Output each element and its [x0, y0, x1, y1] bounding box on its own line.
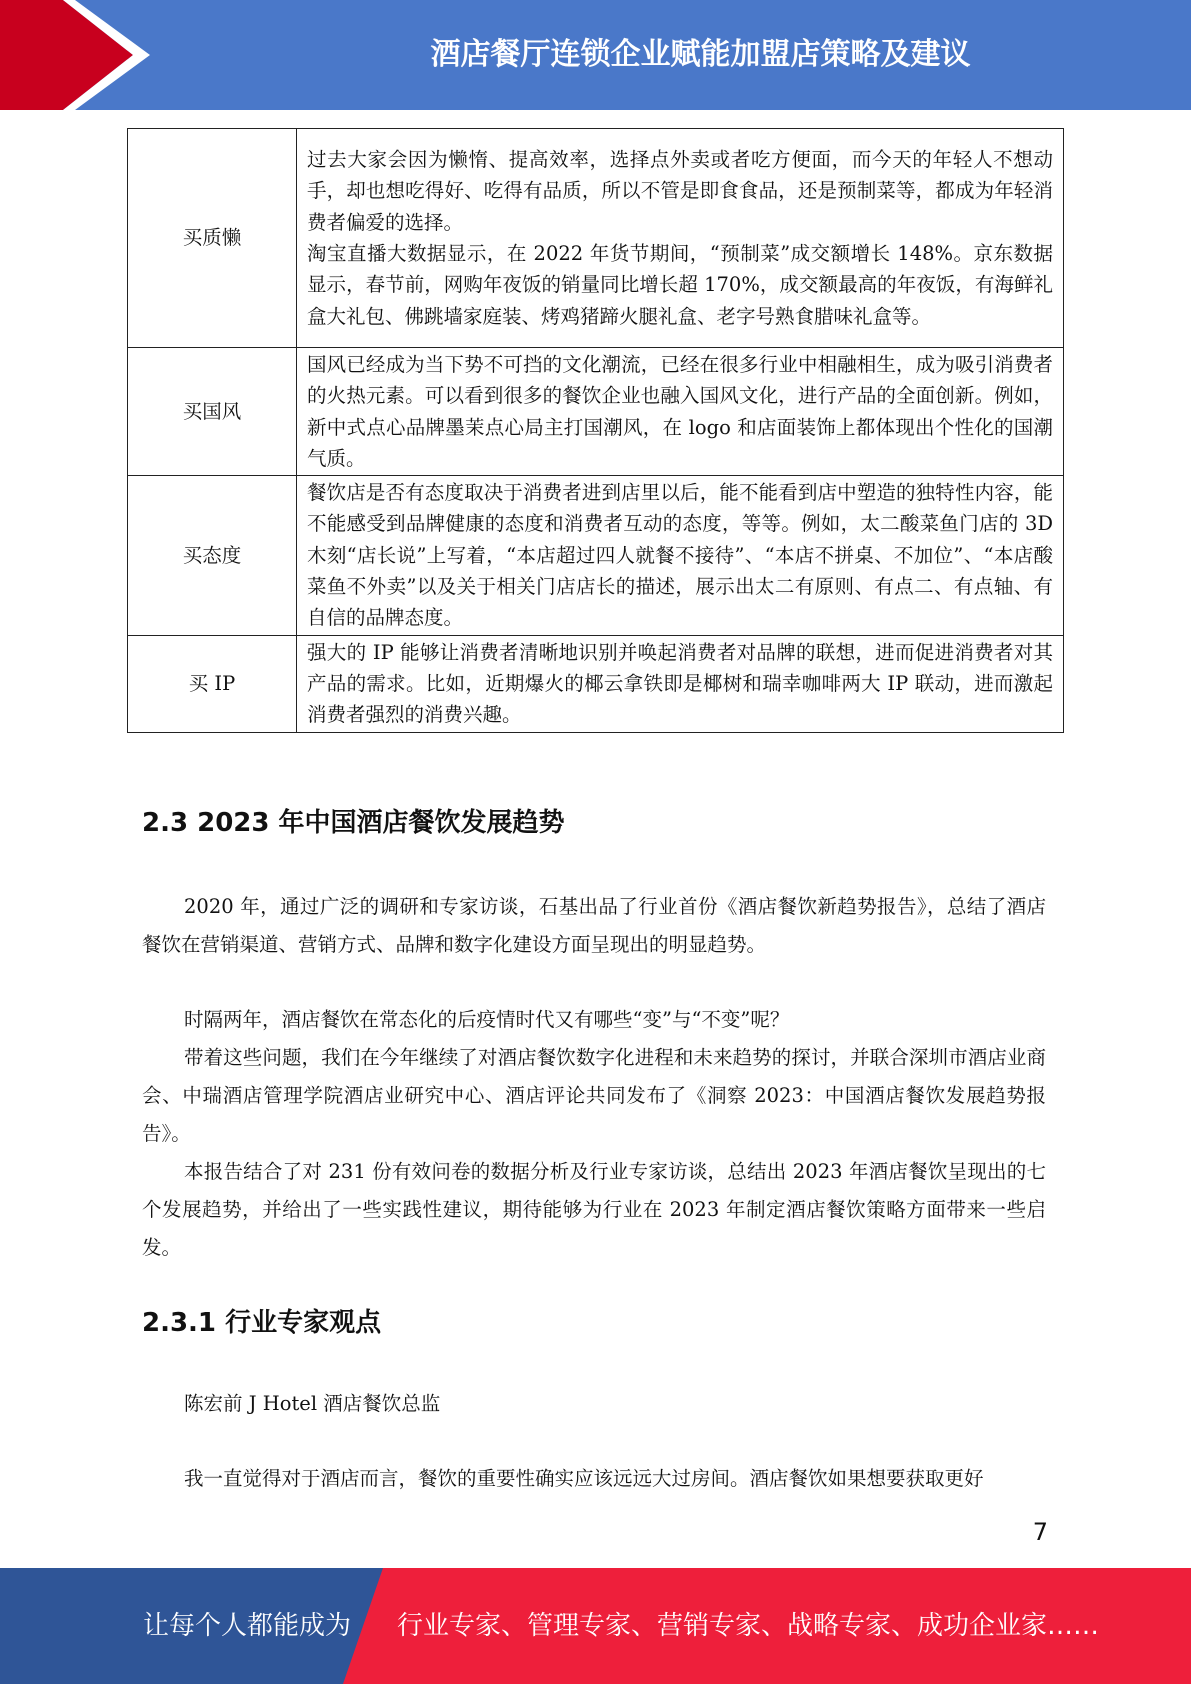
- consumer-trends-table: [127, 128, 1064, 733]
- table-paragraph: 过去大家会因为懒惰、提高效率，选择点外卖或者吃方便面，而今天的年轻人不想动手，却也想吃得好、吃得有品质，所以不管是即食食品，还是预制菜等，都成为年轻消费者偏爱的选择。: [307, 148, 1053, 234]
- page-number: 7: [1032, 1518, 1048, 1546]
- table-paragraph: 淘宝直播大数据显示，在 2022 年货节期间，“预制菜”成交额增长 148%。京东数据显示，春节前，网购年夜饭的销量同比增长超 170%，成交额最高的年夜饭，有海鲜礼盒大礼包、佛跳墙家庭装、烤鸡猪蹄火腿礼盒、老字号熟食腊味礼盒等。: [307, 242, 1053, 328]
- body-paragraph: 时隔两年，酒店餐饮在常态化的后疫情时代又有哪些“变”与“不变”呢？: [184, 1008, 790, 1031]
- page-header: [0, 0, 1191, 110]
- table-description-cell: [297, 476, 1064, 635]
- body-paragraph: 2020 年，通过广泛的调研和专家访谈，石基出品了行业首份《酒店餐饮新趋势报告》，总结了酒店餐饮在营销渠道、营销方式、品牌和数字化建设方面呈现出的明显趋势。: [142, 895, 1046, 956]
- table-category-cell: 买质懒: [128, 129, 297, 348]
- page-footer: [0, 1568, 1191, 1684]
- header-title: 酒店餐厅连锁企业赋能加盟店策略及建议: [430, 37, 971, 72]
- table-description-cell: [297, 129, 1064, 348]
- table-paragraph: 餐饮店是否有态度取决于消费者进到店里以后，能不能看到店中塑造的独特性内容，能不能感受到品牌健康的态度和消费者互动的态度，等等。例如，太二酸菜鱼门店的 3D 木刻“店长说”上写着，“本店超过四人就餐不接待”、“本店不拼桌、不加位”、“本店酸菜鱼不外卖”以及关于相关门店店长的描述，展示出太二有原则、有点二、有点轴、有自信的品牌态度。: [307, 481, 1053, 630]
- table-description-cell: [297, 635, 1064, 732]
- section-heading-2-3: 2.3 2023 年中国酒店餐饮发展趋势: [142, 808, 565, 838]
- table-row: [128, 129, 1064, 348]
- footer-slogan-right: 行业专家、管理专家、营销专家、战略专家、成功企业家……: [397, 1611, 1100, 1641]
- table-category-cell: 买 IP: [128, 635, 297, 732]
- footer-slogan-left: 让每个人都能成为: [143, 1611, 352, 1641]
- table-row: [128, 476, 1064, 635]
- header-arrow-decoration: [0, 0, 260, 110]
- expert-name: 陈宏前 J Hotel 酒店餐饮总监: [184, 1392, 441, 1415]
- body-paragraph: 带着这些问题，我们在今年继续了对酒店餐饮数字化进程和未来趋势的探讨，并联合深圳市酒店业商会、中瑞酒店管理学院酒店业研究中心、酒店评论共同发布了《洞察 2023：中国酒店餐饮发展趋势报告》。: [142, 1046, 1046, 1145]
- table-paragraph: 强大的 IP 能够让消费者清晰地识别并唤起消费者对品牌的联想，进而促进消费者对其产品的需求。比如，近期爆火的椰云拿铁即是椰树和瑞幸咖啡两大 IP 联动，进而激起消费者强烈的消费兴趣。: [307, 640, 1053, 727]
- table-category-cell: 买国风: [128, 348, 297, 476]
- table-paragraph: 国风已经成为当下势不可挡的文化潮流，已经在很多行业中相融相生，成为吸引消费者的火热元素。可以看到很多的餐饮企业也融入国风文化，进行产品的全面创新。例如，新中式点心品牌墨茉点心局主打国潮风，在 logo 和店面装饰上都体现出个性化的国潮气质。: [307, 353, 1053, 470]
- table-description-cell: [297, 348, 1064, 476]
- table-row: [128, 348, 1064, 476]
- body-paragraph: 本报告结合了对 231 份有效问卷的数据分析及行业专家访谈，总结出 2023 年酒店餐饮呈现出的七个发展趋势，并给出了一些实践性建议，期待能够为行业在 2023 年制定酒店餐饮策略方面带来一些启发。: [142, 1160, 1046, 1259]
- section-heading-2-3-1: 2.3.1 行业专家观点: [142, 1308, 382, 1338]
- table-category-cell: 买态度: [128, 476, 297, 635]
- table-row: [128, 635, 1064, 732]
- body-paragraph: 我一直觉得对于酒店而言，餐饮的重要性确实应该远远大过房间。酒店餐饮如果想要获取更好: [184, 1467, 984, 1490]
